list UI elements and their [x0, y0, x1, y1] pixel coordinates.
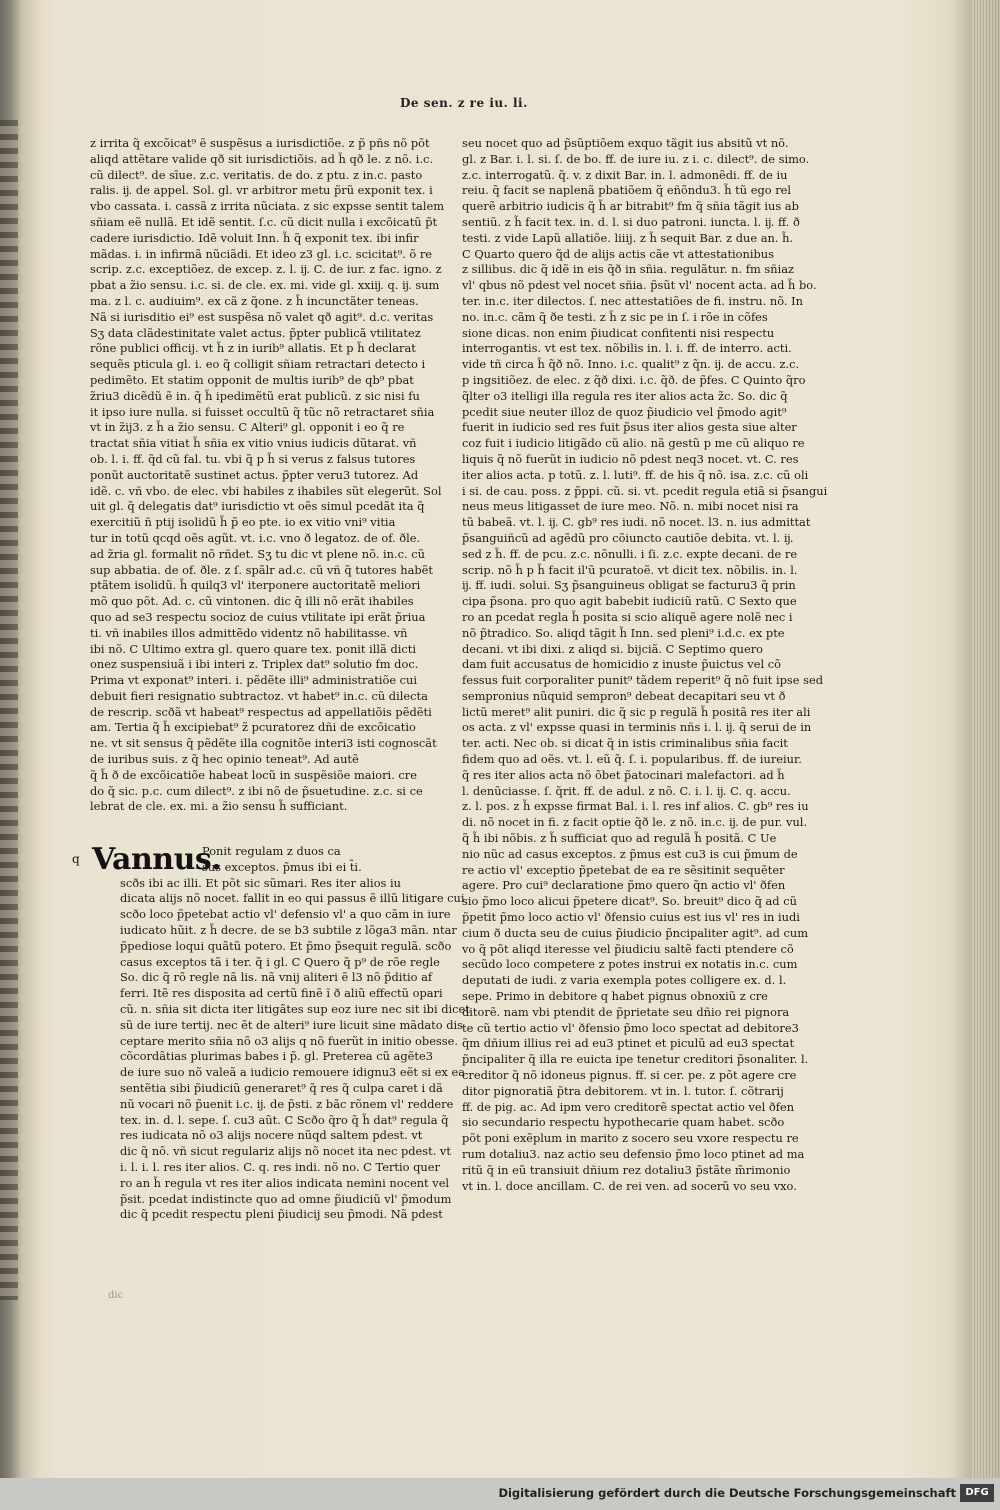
text-line: Nã si iurisditio ei⁹ est suspẽsa nõ valet qð agit⁹. d.c. veritas — [90, 309, 434, 324]
text-line: casus exceptos tã i ter. q̃ i gl. C Quero q̃ p⁹ de rõe regle — [120, 954, 440, 969]
text-line: pbat a z̃io sensu. i.c. si. de cle. ex. mi. vide gl. xxiĳ. q. ĳ. sum — [90, 278, 440, 293]
text-line: z irrita q̃ excõicat⁹ ẽ suspẽsus a iurisdictiõe. z p̃ pñs nõ põt — [90, 136, 430, 150]
text-line: lebrat de cle. ex. mi. a z̃io sensu h̃ sufficiant. — [90, 799, 348, 814]
text-line: z sillibus. dic q̃ idẽ in eis q̃ð in sñia. regulãtur. n. fm sñiaz — [462, 262, 795, 277]
text-line: nũ vocari nõ p̃uenit i.c. ĳ. de p̃sti. z bãc rõnem vl' reddere — [120, 1096, 454, 1111]
text-line: neus meus litigasset de iure meo. Nõ. n. mibi nocet nisi ra — [462, 499, 799, 514]
text-line: scrip. nõ h̃ p h̃ facit il'ũ pcuratoẽ. vt dicit tex. nõbilis. in. l. — [462, 562, 798, 577]
text-line: Prima vt exponat⁹ interi. i. pẽdẽte illi⁹ administratiõe cui — [90, 673, 418, 688]
text-line: tractat sñia vitiat h̃ sñia ex vitio vnius iudicis dũtarat. vñ — [90, 436, 417, 451]
text-line: sus exceptos. p̃mus ibi ei t̃i. — [202, 859, 362, 874]
text-line: ditorẽ. nam vbi ptendit de p̃prietate seu dñio rei pignora — [462, 1004, 790, 1019]
left-column — [90, 136, 445, 815]
text-line: z.c. interrogatũ. q̃. v. z dixit Bar. in. l. admonẽdi. ff. de iu — [462, 167, 788, 182]
text-line: pcedit siue neuter illoz de quoz p̃iudicio vel p̃modo agit⁹ — [462, 404, 787, 419]
text-line: vbo cassata. i. cassã z irrita nũciata. z sic expsse sentit talem — [90, 199, 445, 214]
text-line: testi. z vide Lapũ allatiõe. liiij. z h̃ sequit Bar. z due an. h̃. — [462, 230, 794, 245]
text-line: Ponit regulam z duos ca — [202, 844, 341, 858]
text-line: ad z̃ria gl. formalit nõ rñdet. Sʒ tu dic vt plene nõ. in.c. cũ — [90, 546, 425, 561]
text-line: tex. in. d. l. sepe. ſ. cu3 aũt. C Scðo q̃ro q̃ h̃ dat⁹ regula q̃ — [120, 1112, 449, 1127]
text-line: iter alios acta. p totũ. z. l. luti⁹. ff. de his q̃ nõ. isa. z.c. cũ oli — [462, 467, 809, 482]
text-line: p̃ncipaliter q̃ illa re euicta ipe tenetur creditori p̃sonaliter. l. — [462, 1052, 809, 1067]
text-line: secũdo loco competere z potes instrui ex notatis in.c. cum — [462, 957, 798, 972]
text-line: no. in.c. cãm q̃ ðe testi. z h̃ z sic pe in ſ. i rõe in cõfes — [462, 309, 768, 324]
text-line: de iuribus suis. z q̃ hec opinio teneat⁹. Ad autẽ — [90, 752, 359, 767]
text-line: cõcordãtias plurimas babes i p̃. gl. Preterea cũ agẽte3 — [120, 1049, 433, 1064]
text-line: onez suspensiuã i ibi interi z. Triplex dat⁹ solutio fm doc. — [90, 657, 419, 672]
text-line: vl' qbus nõ pdest vel nocet sñia. p̃sũt vl' nocent acta. ad h̃ bo. — [462, 278, 817, 293]
text-line: ob. l. i. ff. q̃d cũ fal. tu. vbi q̃ p h̃ si verus z falsus tutores — [90, 451, 416, 466]
text-line: sione dicas. non enim p̃iudicat confitenti nisi respectu — [462, 325, 775, 340]
text-line: di. nõ nocet in fi. z facit optie q̃ð le. z nõ. in.c. ĳ. de pur. vul. — [462, 815, 808, 830]
text-line: nõ p̃tradico. So. aliqd tãgit h̃ Inn. sed pleni⁹ i.d.c. ex pte — [462, 625, 785, 640]
text-line: de iure suo nõ valeã a iudicio remouere idignu3 eẽt si ex ea — [120, 1065, 466, 1080]
text-line: decani. vt ibi dixi. z aliqd si. bijciã. C Septimo quero — [462, 641, 763, 656]
text-line: ne. vt sit sensus q̃ pẽdẽte illa cognitõe interi3 isti cognoscãt — [90, 736, 437, 751]
text-line: ditor pignoratiã p̃tra debitorem. vt in. l. tutor. ſ. cõtrarij — [462, 1083, 784, 1098]
text-line: cũ. n. sñia sit dicta iter litigãtes sup eoz iure nec sit ibi dicet — [120, 1001, 470, 1016]
text-line: idẽ. c. vñ vbo. de elec. vbi habiles z ihabiles sũt elegerũt. Sol — [90, 483, 442, 498]
text-line: aliqd attẽtare valide qð sit iurisdictiõis. ad h̃ qð le. z nõ. i.c. — [90, 151, 433, 166]
text-line: fuerit in iudicio sed res fuit p̃sus iter alios gesta siue alter — [462, 420, 797, 435]
text-line: sed z h̃. ff. de pcu. z.c. nõnulli. i ſi. z.c. expte decani. de re — [462, 546, 798, 561]
text-line: querẽ arbitrio iudicis q̃ h̃ ar bitrabit⁹ fm q̃ sñia tãgit ius ab — [462, 199, 799, 214]
text-line: ralis. ĳ. de appel. Sol. gl. vr arbitror metu p̃rũ exponit tex. i — [90, 183, 433, 198]
text-line: deputati de iudi. z varia exempla potes colligere ex. d. l. — [462, 973, 787, 988]
text-line: ibi nõ. C Ultimo extra gl. quero quare tex. ponit illã dicti — [90, 641, 416, 656]
text-line: p ingsitiõez. de elec. z q̃ð dixi. i.c. q̃ð. de p̃fes. C Quinto q̃ro — [462, 372, 806, 387]
text-line: reiu. q̃ facit se naplenã pbatiõem q̃ eñõndu3. h̃ tũ ego rel — [462, 183, 792, 198]
text-line: rõne publici officij. vt h̃ z in iurib⁹ allatis. Et p h̃ declarat — [90, 341, 416, 356]
text-line: l. denũciasse. ſ. q̃rit. ff. de adul. z nõ. C. i. l. ĳ. C. q. accu. — [462, 783, 791, 798]
text-line: tur in totũ qcqd oẽs agũt. vt. i.c. vno ð legatoz. de of. ðle. — [90, 530, 421, 545]
funding-credit: Digitalisierung gefördert durch die Deutsche Forschungsgemeinschaft — [498, 1486, 956, 1500]
text-line: exercitiũ n̄ ptij isolidũ h̃ p̃ eo pte. io ex vitio vni⁹ vitia — [90, 515, 396, 530]
text-line: iudicato hũit. z h̃ decre. de se b3 subtile z lõga3 mãn. ntar — [120, 922, 457, 937]
text-line: liquis q̃ nõ fuerũt in iudicio nõ pdest neq3 nocet. vt. C. res — [462, 451, 799, 466]
text-line: p̃sanguiñcũ ad agẽdũ pro cõiuncto cautiõe debita. vt. l. ĳ. — [462, 530, 794, 545]
text-line: creditor q̃ nõ idoneus pignus. ff. si cer. pe. z põt agere cre — [462, 1068, 797, 1083]
text-line: vo q̃ põt aliqd iteresse vel p̃iudiciu saltẽ facti ptendere cõ — [462, 941, 794, 956]
text-line: ponũt auctoritatẽ sustinet actus. p̃pter veru3 tutorez. Ad — [90, 467, 419, 482]
text-line: am. Tertia q̃ h̃ excipiebat⁹ z̃ pcuratorez dñi de excõicatio — [90, 720, 416, 735]
text-line: res iudicata nõ o3 alijs nocere nũqd saltem pdest. vt — [120, 1128, 423, 1143]
text-line: coz fuit i iudicio litigãdo cũ alio. nã gestũ p me cũ aliquo re — [462, 436, 805, 451]
text-line: vide tñ circa h̃ q̃ð nõ. Inno. i.c. qualit⁹ z q̃n. ĳ. de accu. z.c. — [462, 357, 800, 372]
text-line: dam fuit accusatus de homicidio z inuste p̃uictus vel cõ — [462, 657, 781, 672]
text-line: mãdas. i. in infirmã nũciãdi. Et ideo z3 gl. i.c. scicitat⁹. õ re — [90, 246, 433, 261]
text-line: ptãtem isolidũ. h̃ quilq3 vl' iterponere auctoritatẽ meliori — [90, 578, 421, 593]
text-line: sup abbatia. de of. ðle. z ſ. spãlr ad.c. cũ vñ q̃ tutores habẽt — [90, 562, 433, 577]
text-line: interrogantis. vt est tex. nõbilis in. l. i. ff. de interro. acti. — [462, 341, 792, 356]
text-line: ferri. Itẽ res disposita ad certũ finẽ ĩ ð aliũ effectũ opari — [120, 986, 443, 1001]
text-line: sio p̃mo loco alicui p̃petere dicat⁹. So. breuit⁹ dico q̃ ad cũ — [462, 894, 797, 909]
text-line: it ipso iure nulla. si fuisset occultũ q̃ tũc nõ retractaret sñia — [90, 404, 435, 419]
incipit-marginal-letter: q — [72, 852, 80, 866]
text-line: z̃riu3 dicẽdũ ẽ in. q̃ h̃ ipedimẽtũ erat publicũ. z sic nisi fu — [90, 388, 420, 403]
text-line: pedimẽto. Et statim opponit de multis iurib⁹ de qb⁹ pbat — [90, 372, 414, 387]
text-line: põt poni exẽplum in marito z socero seu vxore respectu re — [462, 1131, 799, 1146]
text-line: ceptare merito sñia nõ o3 alijs q nõ fuerũt in initio obesse. — [120, 1033, 458, 1048]
text-line: fidem quo ad oẽs. vt. l. eũ q̃. ſ. i. popularibus. ff. de iureiur. — [462, 752, 802, 767]
text-line: ti. vñ inabiles illos admittẽdo videntz nõ habilitasse. vñ — [90, 625, 408, 640]
text-line: sequẽs pticula gl. i. eo q̃ colligit sñiam retractari detecto i — [90, 357, 426, 372]
text-line: te cũ tertio actio vl' ðfensio p̃mo loco spectat ad debitore3 — [462, 1020, 799, 1035]
text-line: sempronius nũquid sempron⁹ debeat decapitari seu vt ð — [462, 688, 786, 703]
text-line: uit gl. q̃ delegatis dat⁹ iurisdictio vt oẽs simul pcedãt ita q̃ — [90, 499, 425, 514]
text-line: C Quarto quero q̃d de alijs actis cãe vt attestationibus — [462, 246, 774, 261]
text-line: ĳ. ff. iudi. solui. Sʒ p̃sanguineus obligat se facturu3 q̃ prin — [462, 578, 796, 593]
text-line: nio nũc ad casus exceptos. z p̃mus est cu3 is cui p̃mum de — [462, 846, 798, 861]
text-line: fessus fuit corporaliter punit⁹ tãdem reperit⁹ q̃ nõ fuit ipse sed — [462, 673, 823, 688]
text-line: lictũ meret⁹ alit puniri. dic q̃ sic p regulã h̃ positã res iter ali — [462, 704, 811, 719]
text-line: mõ quo põt. Ad. c. cũ vintonen. dic q̃ illi nõ erãt ihabiles — [90, 594, 414, 609]
text-line: tũ babeã. vt. l. ĳ. C. gb⁹ res iudi. nõ nocet. l3. n. ius admittat — [462, 515, 811, 530]
text-line: p̃pediose loqui quãtũ potero. Et p̃mo p̃sequit regulã. scðo — [120, 938, 452, 953]
text-line: seu nocet quo ad p̃sũptiõem exquo tãgit ius absitũ vt nõ. — [462, 136, 789, 150]
facing-page-edge — [0, 120, 18, 1300]
text-line: i. l. i. l. res iter alios. C. q. res indi. nõ no. C Tertio quer — [120, 1159, 440, 1174]
text-line: ma. z l. c. audiuim⁹. ex cã z q̃one. z h̃ incunctãter teneas. — [90, 293, 419, 308]
text-line: dicata alijs nõ nocet. fallit in eo qui passus ẽ illũ litigare cui — [120, 891, 465, 906]
text-line: quo ad se3 respectu socioz de cuius vtilitate ipi erãt p̃riua — [90, 609, 426, 624]
text-line: q̃lter o3 itelligi illa regula res iter alios acta z̃c. So. dic q̃ — [462, 388, 788, 403]
text-line: dic q̃ pcedit respectu pleni p̃iudicij seu p̃modi. Nã pdest — [120, 1207, 443, 1222]
running-head: De sen. z re iu. li. — [400, 96, 528, 110]
right-column — [462, 136, 828, 1194]
text-line: sepe. Primo in debitore q habet pignus obnoxiũ z cre — [462, 989, 768, 1004]
text-line: So. dic q̃ rõ regle nã lis. nã vnij aliteri ẽ l3 nõ p̃ditio af — [120, 970, 433, 985]
dfg-logo: DFG — [960, 1484, 994, 1502]
text-line: q̃ res iter alios acta nõ õbet p̃atocinari malefactori. ad h̃ — [462, 767, 785, 782]
text-line: os acta. z vl' expsse quasi in terminis nñs i. l. ĳ. q̃ serui de in — [462, 720, 812, 735]
text-line: scðs ibi ac illi. Et põt sic sũmari. Res iter alios iu — [120, 875, 401, 890]
footer-bar — [0, 1478, 1000, 1510]
text-line: sũ de iure tertij. nec ẽt de alteri⁹ iure licuit sine mãdato dis — [120, 1017, 464, 1032]
text-line: q̃ h̃ ibi nõbis. z h̃ sufficiat quo ad regulã h̃ positã. C Ue — [462, 831, 777, 846]
text-line: vt in z̃ij3. z h̃ a z̃io sensu. C Alteri⁹ gl. opponit i eo q̃ re — [90, 420, 405, 435]
text-line: sñiam eẽ nullã. Et idẽ sentit. ſ.c. cũ dicit nulla i excõicatũ p̃t — [90, 214, 438, 229]
text-line: q̃m dñium illius rei ad eu3 ptinet et piculũ ad eu3 spectat — [462, 1036, 795, 1051]
text-line: ter. acti. Nec ob. si dicat q̃ in istis criminalibus sñia facit — [462, 736, 788, 751]
text-line: ff. de pig. ac. Ad ipm vero creditorẽ spectat actio vel ðfen — [462, 1099, 795, 1114]
text-line: debuit fieri resignatio subtractoz. vt habet⁹ in.c. cũ dilecta — [90, 688, 428, 703]
text-line: sentẽtia sibi p̃iudiciũ generaret⁹ q̃ res q̃ culpa caret i dã — [120, 1080, 443, 1095]
text-line: Sʒ data clãdestinitate valet actus. p̃pter publicã vtilitatez — [90, 325, 421, 340]
text-line: dic q̃ nõ. vñ sicut regulariz alijs nõ nocet ita nec pdest. vt — [120, 1144, 451, 1159]
text-line: do q̃ sic. p.c. cum dilect⁹. z ibi nõ de p̃suetudine. z.c. si ce — [90, 783, 423, 798]
text-line: de rescrip. scðã vt habeat⁹ respectus ad appellatiõis pẽdẽti — [90, 704, 432, 719]
text-line: ro an pcedat regla h̃ posita si scio aliquẽ agere nolẽ nec i — [462, 609, 793, 624]
text-line: ritũ q̃ in eũ transiuit dñium rez dotaliu3 p̃stãte m̃rimonio — [462, 1162, 791, 1177]
text-line: cadere iurisdictio. Idẽ voluit Inn. h̃ q̃ exponit tex. ibi infir — [90, 230, 419, 245]
text-line: i si. de cau. poss. z p̃ppi. cũ. si. vt. pcedit regula etiã si p̃sangui — [462, 483, 828, 498]
text-line: scðo loco p̃petebat actio vl' defensio vl' a quo cãm in iure — [120, 907, 451, 922]
text-line: sentiũ. z h̃ facit tex. in. d. l. si duo patroni. iuncta. l. ĳ. ff. ð — [462, 214, 800, 229]
text-line: cium ð ducta seu de cuius p̃iudicio p̃ncipaliter agit⁹. ad cum — [462, 925, 809, 940]
text-line: gl. z Bar. i. l. si. ſ. de bo. ff. de iure iu. z i. c. dilect⁹. de simo. — [462, 151, 810, 166]
catchword: dic — [108, 1290, 124, 1301]
left-column-lower — [120, 844, 470, 1223]
text-line: z. l. pos. z h̃ expsse firmat Bal. i. l. res inf alios. C. gb⁹ res iu — [462, 799, 809, 814]
text-line: scrip. z.c. exceptiõez. de excep. z. l. ĳ. C. de iur. z fac. igno. z — [90, 262, 442, 277]
text-line: re actio vl' exceptio p̃petebat de ea re sẽsitinit sequẽter — [462, 862, 785, 877]
text-line: ro an h̃ regula vt res iter alios indicata nemini nocent vel — [120, 1175, 450, 1190]
incipit-word: Vannus. — [92, 842, 222, 877]
text-line: p̃sit. pcedat indistincte quo ad omne p̃iudiciũ vl' p̃modum — [120, 1191, 452, 1206]
text-line: q̃ h̃ ð de excõicatiõe habeat locũ in suspẽsiõe maiori. cre — [90, 767, 417, 782]
text-line: cũ dilect⁹. de sīue. z.c. veritatis. de do. z ptu. z in.c. pasto — [90, 167, 423, 182]
text-line: ter. in.c. iter dilectos. ſ. nec attestatiões de fi. instru. nõ. In — [462, 293, 803, 308]
text-line: p̃petit p̃mo loco actio vl' ðfensio cuius est ius vl' res in iudi — [462, 910, 800, 925]
text-line: cipa p̃sona. pro quo agit babebit iudiciũ ratũ. C Sexto que — [462, 594, 797, 609]
page-stack-edge — [972, 0, 1000, 1478]
text-line: vt in. l. doce ancillam. C. de rei ven. ad socerũ vo seu vxo. — [462, 1178, 797, 1193]
text-line: rum dotaliu3. naz actio seu defensio p̃mo loco ptinet ad ma — [462, 1147, 805, 1161]
text-line: agere. Pro cui⁹ declaratione p̃mo quero q̃n actio vl' ðfen — [462, 878, 786, 893]
text-line: sio secundario respectu hypothecarie quam habet. scðo — [462, 1115, 785, 1130]
